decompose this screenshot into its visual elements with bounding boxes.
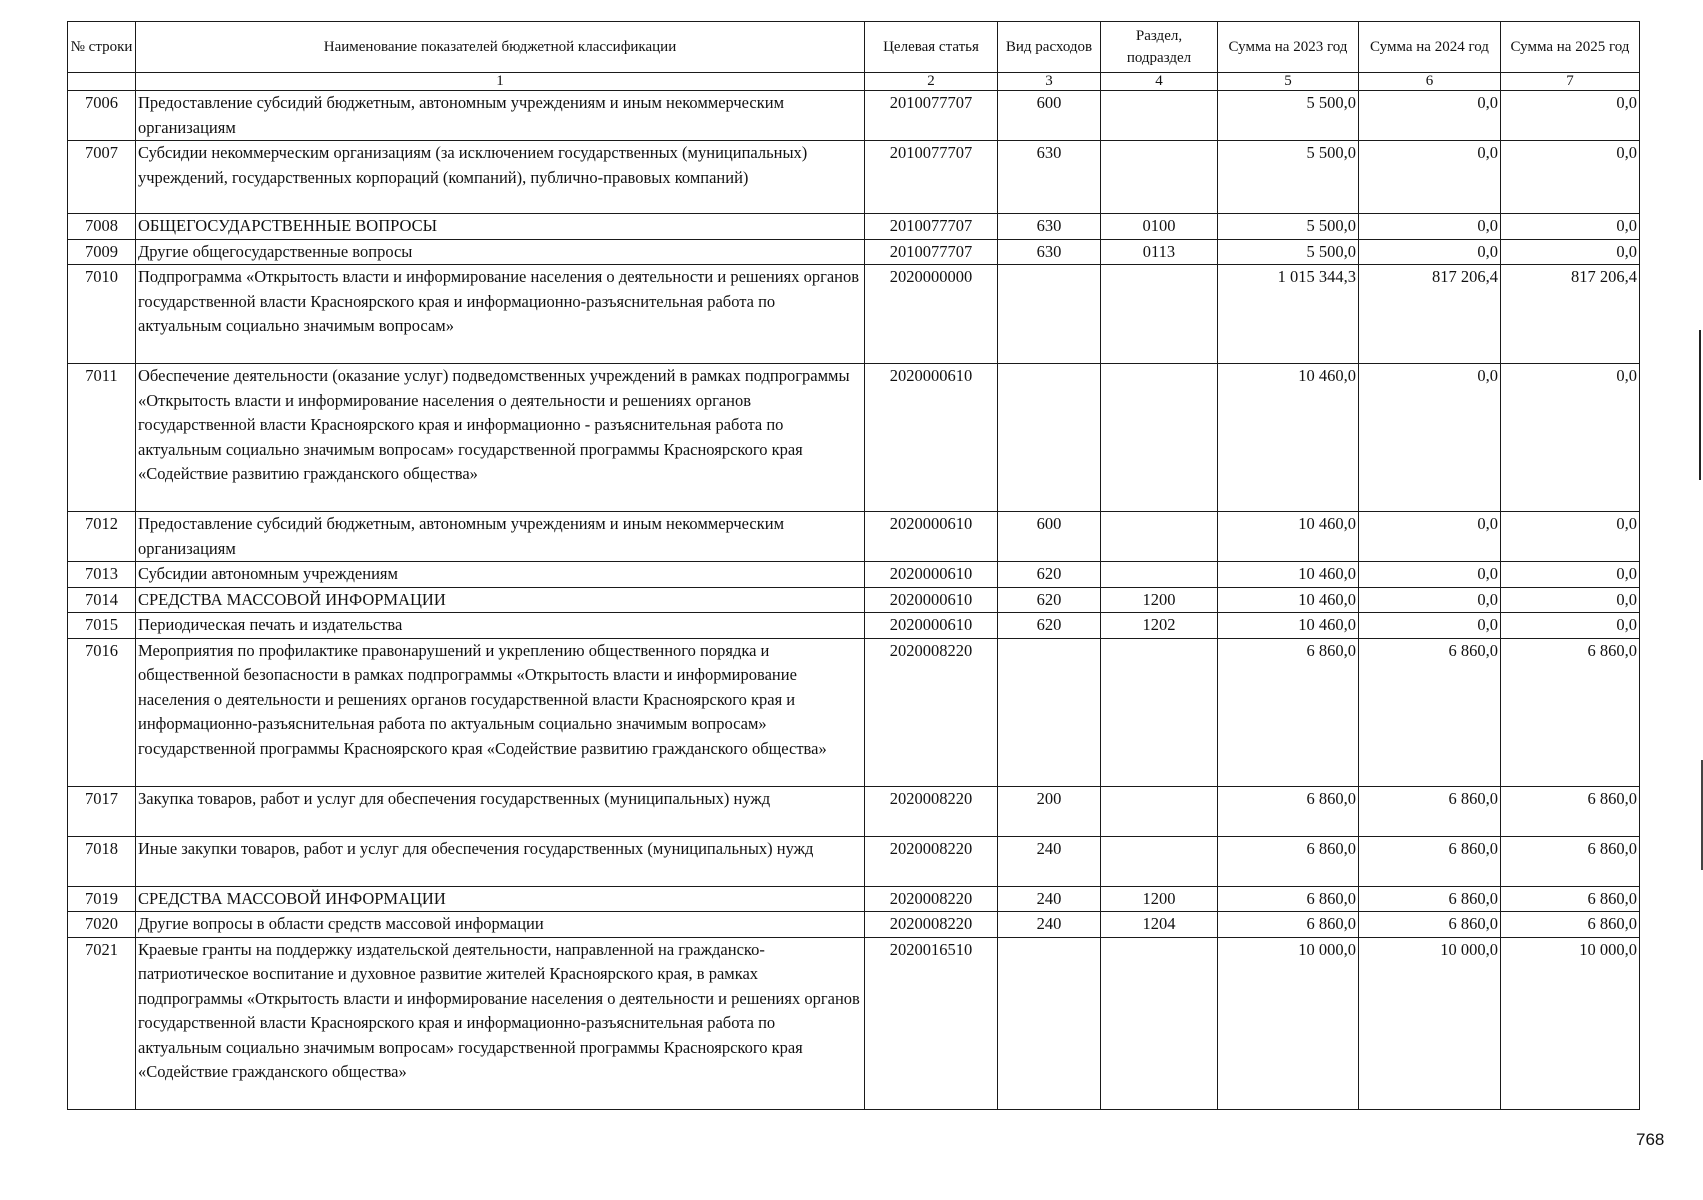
sum-2023: 10 000,0	[1218, 937, 1359, 1109]
sum-2025: 0,0	[1501, 141, 1640, 214]
column-number: 1	[136, 73, 865, 91]
table-row	[68, 141, 1640, 214]
table-row	[68, 239, 1640, 265]
target-article: 2020000610	[865, 613, 998, 639]
row-number: 7019	[68, 886, 136, 912]
section-code	[1101, 512, 1218, 562]
sum-2025: 0,0	[1501, 587, 1640, 613]
indicator-name: СРЕДСТВА МАССОВОЙ ИНФОРМАЦИИ	[136, 886, 865, 912]
sum-2023: 6 860,0	[1218, 786, 1359, 836]
sum-2024: 0,0	[1359, 214, 1501, 240]
row-number: 7016	[68, 638, 136, 786]
header-sum-2023: Сумма на 2023 год	[1218, 22, 1359, 73]
table-row	[68, 836, 1640, 886]
row-number: 7008	[68, 214, 136, 240]
section-code	[1101, 638, 1218, 786]
sum-2025: 0,0	[1501, 613, 1640, 639]
sum-2025: 6 860,0	[1501, 912, 1640, 938]
expense-kind: 200	[998, 786, 1101, 836]
expense-kind: 600	[998, 512, 1101, 562]
sum-2024: 6 860,0	[1359, 786, 1501, 836]
indicator-name: Закупка товаров, работ и услуг для обеспечения государственных (муниципальных) нужд	[136, 786, 865, 836]
indicator-name: Субсидии некоммерческим организациям (за исключением государственных (муниципальных) учреждений, государственных корпораций (компаний), публично-правовых компаний)	[136, 141, 865, 214]
row-number: 7015	[68, 613, 136, 639]
header-row-number: № строки	[68, 22, 136, 73]
target-article: 2020000610	[865, 562, 998, 588]
sum-2024: 0,0	[1359, 364, 1501, 512]
table-row	[68, 91, 1640, 141]
page-number: 768	[1636, 1130, 1665, 1149]
row-number: 7017	[68, 786, 136, 836]
indicator-name: Краевые гранты на поддержку издательской деятельности, направленной на гражданско-патриотическое воспитание и духовное развитие жителей Красноярского края, в рамках подпрограммы «Открытость власти и информирование населения о деятельности и решениях органов государственной власти Красноярского края и информационно-разъяснительная работа по актуальным социально значимым вопросам» государственной программы Красноярского края «Содействие гражданского общества»	[136, 937, 865, 1109]
target-article: 2020008220	[865, 886, 998, 912]
row-number: 7007	[68, 141, 136, 214]
section-code: 1200	[1101, 886, 1218, 912]
expense-kind: 240	[998, 912, 1101, 938]
sum-2024: 6 860,0	[1359, 836, 1501, 886]
target-article: 2010077707	[865, 91, 998, 141]
indicator-name: Подпрограмма «Открытость власти и информирование населения о деятельности и решениях органов государственной власти Красноярского края и информационно-разъяснительная работа по актуальным социально значимым вопросам»	[136, 265, 865, 364]
sum-2024: 0,0	[1359, 562, 1501, 588]
table-row	[68, 912, 1640, 938]
sum-2025: 0,0	[1501, 239, 1640, 265]
header-expense-kind: Вид расходов	[998, 22, 1101, 73]
row-number: 7021	[68, 937, 136, 1109]
column-number: 6	[1359, 73, 1501, 91]
sum-2024: 6 860,0	[1359, 912, 1501, 938]
sum-2024: 0,0	[1359, 239, 1501, 265]
sum-2025: 10 000,0	[1501, 937, 1640, 1109]
table-row	[68, 786, 1640, 836]
expense-kind	[998, 364, 1101, 512]
sum-2024: 0,0	[1359, 141, 1501, 214]
table-row	[68, 265, 1640, 364]
table-row	[68, 613, 1640, 639]
sum-2023: 5 500,0	[1218, 239, 1359, 265]
column-number: 4	[1101, 73, 1218, 91]
header-sum-2025: Сумма на 2025 год	[1501, 22, 1640, 73]
expense-kind	[998, 265, 1101, 364]
row-number: 7010	[68, 265, 136, 364]
indicator-name: СРЕДСТВА МАССОВОЙ ИНФОРМАЦИИ	[136, 587, 865, 613]
section-code	[1101, 265, 1218, 364]
sum-2023: 5 500,0	[1218, 214, 1359, 240]
row-number: 7006	[68, 91, 136, 141]
header-row	[68, 22, 1640, 73]
table-row	[68, 214, 1640, 240]
row-number: 7011	[68, 364, 136, 512]
row-number: 7020	[68, 912, 136, 938]
target-article: 2020016510	[865, 937, 998, 1109]
sum-2023: 5 500,0	[1218, 141, 1359, 214]
target-article: 2020008220	[865, 786, 998, 836]
sum-2024: 6 860,0	[1359, 886, 1501, 912]
sum-2025: 6 860,0	[1501, 786, 1640, 836]
column-number: 7	[1501, 73, 1640, 91]
expense-kind: 240	[998, 886, 1101, 912]
section-code	[1101, 91, 1218, 141]
table-row	[68, 562, 1640, 588]
expense-kind: 620	[998, 587, 1101, 613]
target-article: 2020000610	[865, 364, 998, 512]
row-number: 7012	[68, 512, 136, 562]
section-code	[1101, 562, 1218, 588]
sum-2024: 0,0	[1359, 613, 1501, 639]
section-code	[1101, 836, 1218, 886]
target-article: 2010077707	[865, 239, 998, 265]
column-number-row	[68, 73, 1640, 91]
table-row	[68, 512, 1640, 562]
table-row	[68, 937, 1640, 1109]
expense-kind	[998, 638, 1101, 786]
indicator-name: Обеспечение деятельности (оказание услуг) подведомственных учреждений в рамках подпрограммы «Открытость власти и информирование населения о деятельности и решениях органов государственной власти Красноярского края и информационно - разъяснительная работа по актуальным социально значимым вопросам» государственной программы Красноярского края «Содействие развитию гражданского общества»	[136, 364, 865, 512]
sum-2023: 6 860,0	[1218, 912, 1359, 938]
target-article: 2020008220	[865, 836, 998, 886]
table-row	[68, 886, 1640, 912]
indicator-name: Мероприятия по профилактике правонарушений и укреплению общественного порядка и общественной безопасности в рамках подпрограммы «Открытость власти и информирование населения о деятельности и решениях органов государственной власти Красноярского края и информационно-разъяснительная работа по актуальным социально значимым вопросам» государственной программы Красноярского края «Содействие развитию гражданского общества»	[136, 638, 865, 786]
sum-2025: 6 860,0	[1501, 638, 1640, 786]
table-row	[68, 364, 1640, 512]
target-article: 2020008220	[865, 912, 998, 938]
section-code: 1204	[1101, 912, 1218, 938]
sum-2023: 10 460,0	[1218, 562, 1359, 588]
section-code	[1101, 937, 1218, 1109]
header-section: Раздел, подраздел	[1101, 22, 1218, 73]
sum-2024: 10 000,0	[1359, 937, 1501, 1109]
indicator-name: Другие вопросы в области средств массовой информации	[136, 912, 865, 938]
row-number: 7013	[68, 562, 136, 588]
indicator-name: Субсидии автономным учреждениям	[136, 562, 865, 588]
sum-2024: 6 860,0	[1359, 638, 1501, 786]
column-number	[68, 73, 136, 91]
sum-2025: 0,0	[1501, 512, 1640, 562]
header-target-article: Целевая статья	[865, 22, 998, 73]
section-code: 1200	[1101, 587, 1218, 613]
sum-2023: 10 460,0	[1218, 364, 1359, 512]
column-number: 2	[865, 73, 998, 91]
target-article: 2020008220	[865, 638, 998, 786]
row-number: 7009	[68, 239, 136, 265]
target-article: 2010077707	[865, 214, 998, 240]
sum-2023: 6 860,0	[1218, 638, 1359, 786]
sum-2025: 0,0	[1501, 562, 1640, 588]
sum-2025: 817 206,4	[1501, 265, 1640, 364]
section-code	[1101, 786, 1218, 836]
scan-edge-mark	[1699, 330, 1701, 480]
section-code	[1101, 364, 1218, 512]
target-article: 2020000610	[865, 512, 998, 562]
sum-2023: 10 460,0	[1218, 613, 1359, 639]
header-indicator-name: Наименование показателей бюджетной классификации	[136, 22, 865, 73]
expense-kind: 240	[998, 836, 1101, 886]
target-article: 2020000000	[865, 265, 998, 364]
sum-2024: 0,0	[1359, 512, 1501, 562]
sum-2023: 6 860,0	[1218, 836, 1359, 886]
sum-2023: 6 860,0	[1218, 886, 1359, 912]
column-number: 5	[1218, 73, 1359, 91]
expense-kind: 630	[998, 141, 1101, 214]
expense-kind: 630	[998, 239, 1101, 265]
expense-kind: 620	[998, 562, 1101, 588]
sum-2023: 10 460,0	[1218, 512, 1359, 562]
table-row	[68, 638, 1640, 786]
indicator-name: Предоставление субсидий бюджетным, автономным учреждениям и иным некоммерческим организациям	[136, 512, 865, 562]
sum-2025: 0,0	[1501, 91, 1640, 141]
sum-2024: 0,0	[1359, 91, 1501, 141]
sum-2025: 6 860,0	[1501, 886, 1640, 912]
target-article: 2010077707	[865, 141, 998, 214]
sum-2023: 1 015 344,3	[1218, 265, 1359, 364]
section-code: 1202	[1101, 613, 1218, 639]
row-number: 7018	[68, 836, 136, 886]
sum-2025: 0,0	[1501, 214, 1640, 240]
budget-classification-table	[67, 21, 1640, 1110]
sum-2023: 5 500,0	[1218, 91, 1359, 141]
indicator-name: Иные закупки товаров, работ и услуг для обеспечения государственных (муниципальных) нужд	[136, 836, 865, 886]
sum-2024: 0,0	[1359, 587, 1501, 613]
sum-2023: 10 460,0	[1218, 587, 1359, 613]
sum-2024: 817 206,4	[1359, 265, 1501, 364]
column-number: 3	[998, 73, 1101, 91]
indicator-name: Периодическая печать и издательства	[136, 613, 865, 639]
table-row	[68, 587, 1640, 613]
target-article: 2020000610	[865, 587, 998, 613]
section-code: 0100	[1101, 214, 1218, 240]
sum-2025: 0,0	[1501, 364, 1640, 512]
section-code	[1101, 141, 1218, 214]
indicator-name: ОБЩЕГОСУДАРСТВЕННЫЕ ВОПРОСЫ	[136, 214, 865, 240]
expense-kind: 600	[998, 91, 1101, 141]
expense-kind: 620	[998, 613, 1101, 639]
row-number: 7014	[68, 587, 136, 613]
section-code: 0113	[1101, 239, 1218, 265]
indicator-name: Другие общегосударственные вопросы	[136, 239, 865, 265]
indicator-name: Предоставление субсидий бюджетным, автономным учреждениям и иным некоммерческим организациям	[136, 91, 865, 141]
sum-2025: 6 860,0	[1501, 836, 1640, 886]
header-sum-2024: Сумма на 2024 год	[1359, 22, 1501, 73]
expense-kind	[998, 937, 1101, 1109]
expense-kind: 630	[998, 214, 1101, 240]
